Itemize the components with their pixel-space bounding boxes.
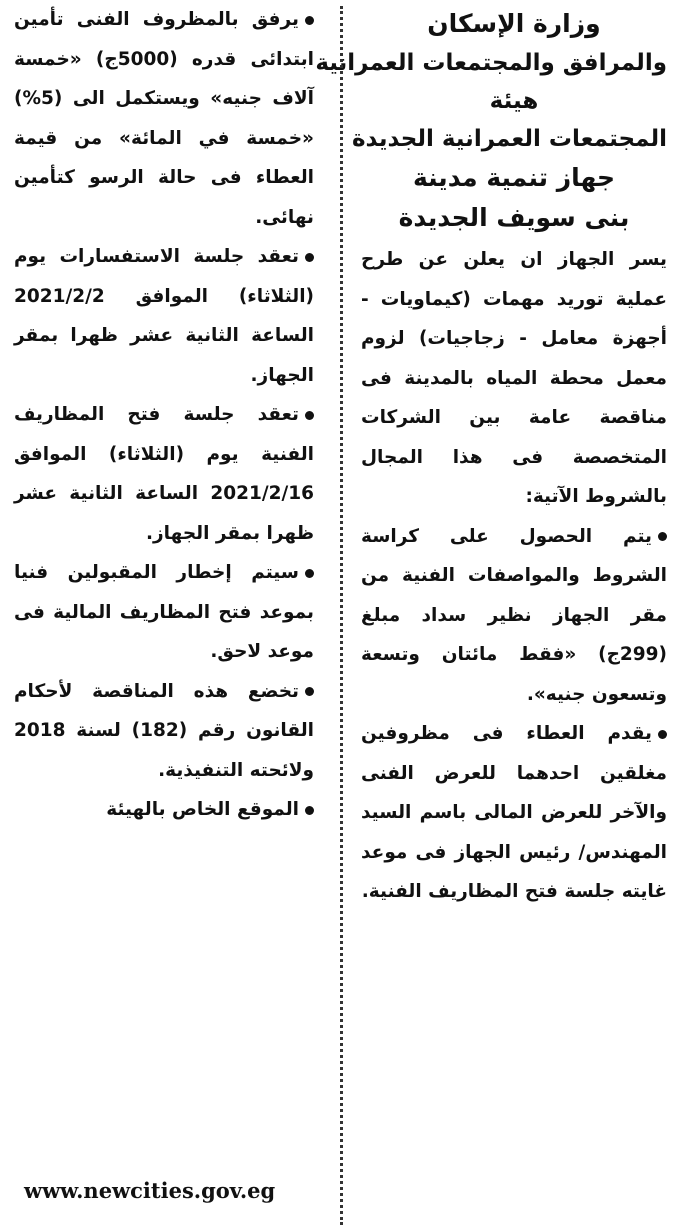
announcement-header bbox=[315, 4, 667, 238]
condition-item: سيتم إخطار المقبولين فنيا بموعد فتح المظاريف المالية فى موعد لاحق. bbox=[14, 562, 314, 662]
bullet-icon bbox=[305, 253, 314, 262]
condition-item: يقدم العطاء فى مظروفين مغلقين احدهما للعرض الفنى والآخر للعرض المالى باسم السيد المهندس/ رئيس الجهاز فى موعد غايته جلسة فتح المظاريف الفنية. bbox=[361, 723, 667, 902]
authority-name: المجتمعات العمرانية الجديدة bbox=[351, 126, 667, 152]
intro-paragraph: يسر الجهاز ان يعلن عن طرح عملية توريد مهمات (كيماويات - أجهزة معامل - زجاجيات) لزوم معمل محطة المياه بالمدينة فى مناقصة عامة بين الشركات المتخصصة فى هذا المجال بالشروط الآتية: bbox=[361, 249, 667, 507]
condition-item: الموقع الخاص بالهيئة bbox=[14, 790, 314, 830]
bullet-icon bbox=[305, 687, 314, 696]
condition-item: يرفق بالمظروف الفنى تأمين ابتدائى قدره (5000ج) «خمسة آلاف جنيه» ويستكمل الى (5%) «خمسة في المائة» من قيمة العطاء فى حالة الرسو كتأمين نهائى. bbox=[14, 9, 314, 228]
authority-label: هيئة bbox=[489, 88, 539, 114]
condition-item: تخضع هذه المناقصة لأحكام القانون رقم (182) لسنة 2018 ولائحته التنفيذية. bbox=[14, 680, 314, 781]
column-divider bbox=[340, 6, 343, 1225]
city-name: بنى سويف الجديدة bbox=[398, 203, 630, 232]
ministry-name: وزارة الإسكان bbox=[427, 9, 601, 38]
condition-item: تعقد جلسة فتح المظاريف الفنية يوم (الثلاثاء) الموافق 2021/2/16 الساعة الثانية عشر ظهرا بمقر الجهاز. bbox=[14, 404, 314, 544]
bullet-icon bbox=[305, 16, 314, 25]
ministry-name-line2: والمرافق والمجتمعات العمرانية bbox=[315, 50, 667, 76]
right-column bbox=[315, 0, 667, 912]
agency-name: جهاز تنمية مدينة bbox=[412, 163, 616, 192]
condition-item: يتم الحصول على كراسة الشروط والمواصفات الفنية من مقر الجهاز نظير سداد مبلغ (299ج) «فقط مائتان وتسعة وتسعون جنيه». bbox=[361, 525, 667, 705]
bullet-icon bbox=[305, 411, 314, 420]
bullet-icon bbox=[305, 569, 314, 578]
bullet-icon bbox=[305, 806, 314, 815]
left-column bbox=[14, 0, 314, 830]
website-link[interactable]: www.newcities.gov.eg bbox=[24, 1178, 276, 1203]
condition-item: تعقد جلسة الاستفسارات يوم (الثلاثاء) الموافق 2021/2/2 الساعة الثانية عشر ظهرا بمقر الجهاز. bbox=[14, 246, 314, 386]
bullet-icon bbox=[658, 730, 667, 739]
bullet-icon bbox=[658, 532, 667, 541]
